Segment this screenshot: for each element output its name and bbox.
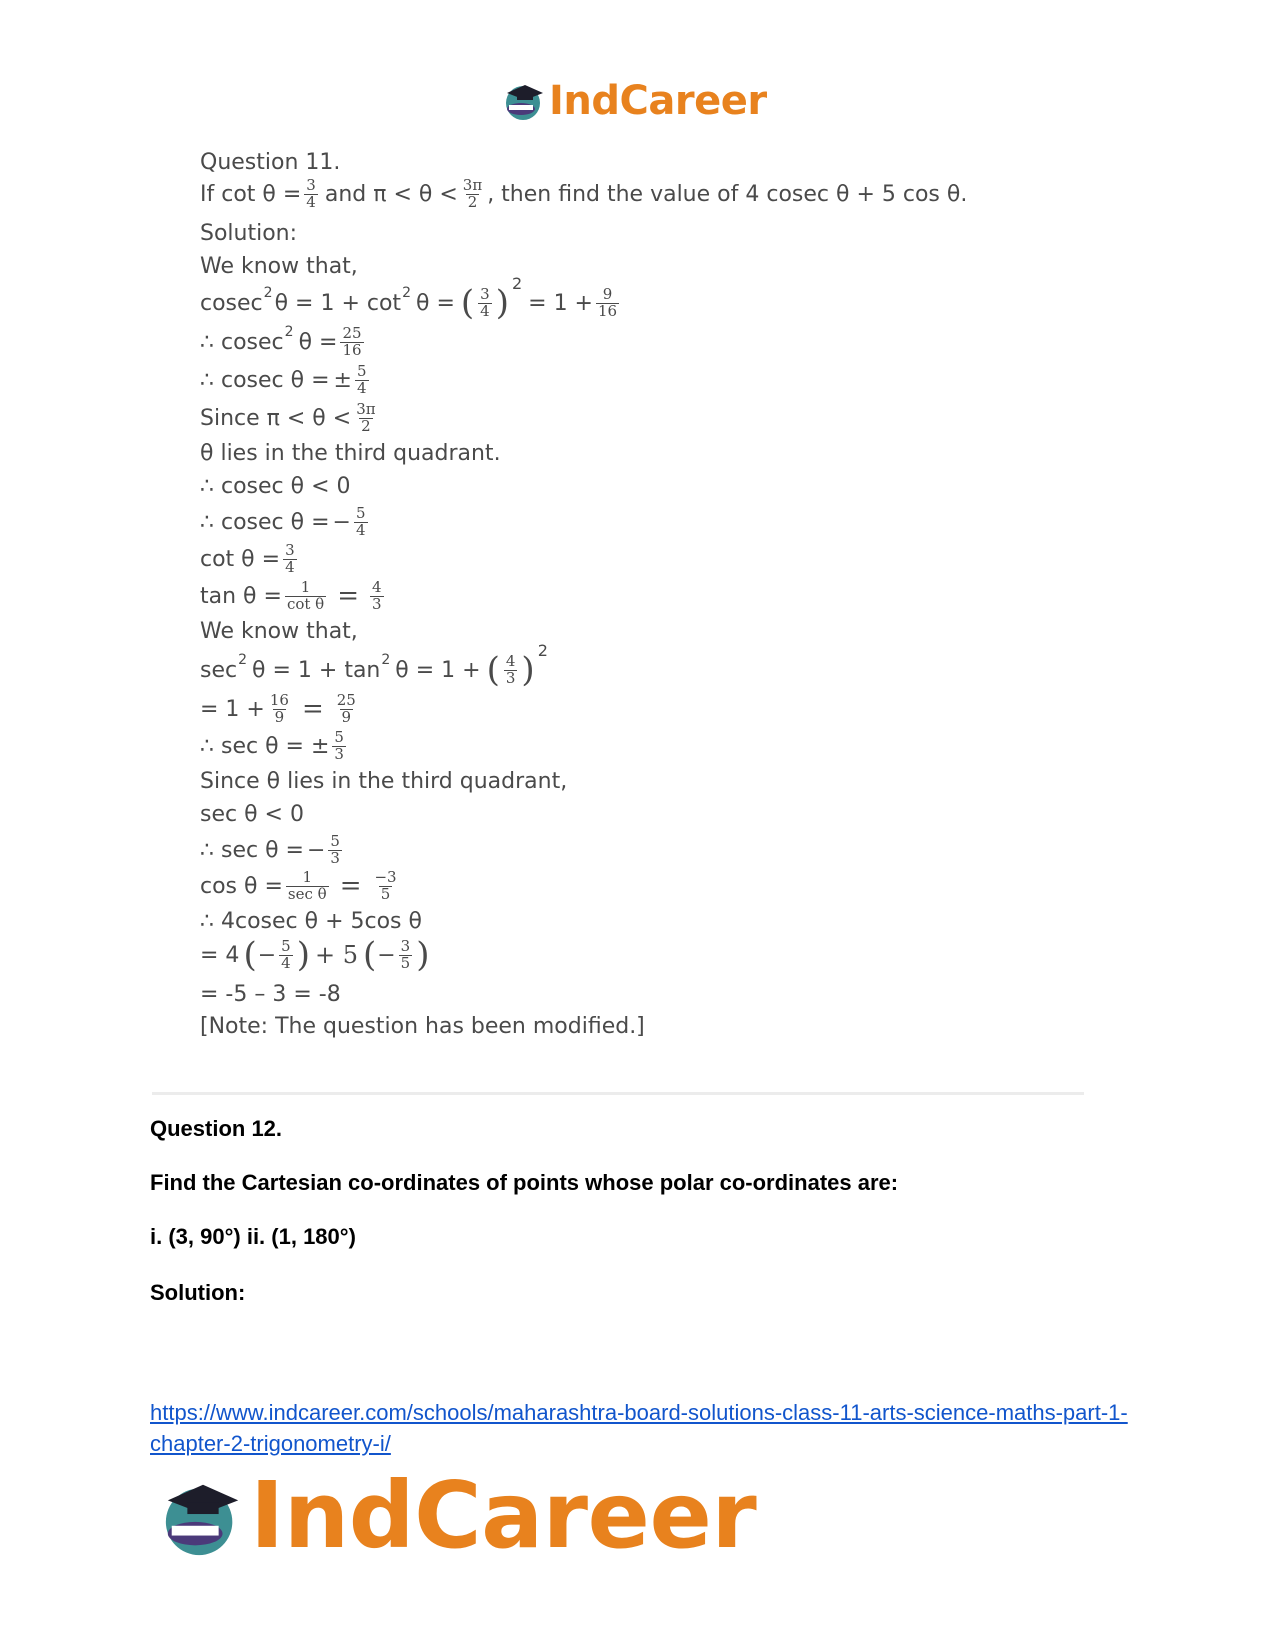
graduation-cap-book-globe-icon [160, 1474, 246, 1558]
brand-logo-top [503, 78, 767, 124]
q11-title: Question 11. [200, 150, 341, 175]
q11-step-8: cot θ = $\frac{3}{4}$ [200, 541, 295, 576]
q11-step-7: ∴ cosec θ = − $\frac{5}{4}$ [200, 504, 366, 539]
q11-step-6: ∴ cosec θ < 0 [200, 474, 351, 499]
q11-we-know-2: We know that, [200, 619, 358, 644]
q11-step-13: Since θ lies in the third quadrant, [200, 769, 568, 794]
q11-step-12: ∴ sec θ = ± $\frac{5}{3}$ [200, 728, 344, 763]
graduation-cap-book-globe-icon [503, 81, 547, 121]
q11-solution-label: Solution: [200, 221, 298, 246]
q11-step-10: sec 2 θ = 1 + tan 2 θ = 1 + ( $\frac{4}{3}$ ) 2 [200, 640, 548, 690]
q11-step-11: = 1 + $\frac{16}{9}$ = $\frac{25}{9}$ [200, 691, 356, 726]
q11-step-9: tan θ = $\frac{1}{\text{cot θ}}$ = $\frac{4}{3}$ [200, 578, 382, 613]
brand-wordmark-top: IndCareer [549, 78, 767, 124]
brand-wordmark-bottom: IndCareer [250, 1462, 757, 1569]
question-11-solution-block [152, 150, 1084, 1095]
q11-step-15: ∴ sec θ = − $\frac{5}{3}$ [200, 832, 340, 867]
q11-step-3: ∴ cosec θ = ± $\frac{5}{4}$ [200, 362, 367, 397]
brand-logo-bottom [160, 1462, 757, 1569]
q11-step-18: = 4 ( − $\frac{5}{4}$ ) + 5 ( − $\frac{3}{5}$ ) [200, 935, 430, 975]
q11-step-16: cos θ = $\frac{1}{\text{sec θ}}$ = $\frac{-3}{5}$ [200, 868, 397, 903]
q11-step-2: ∴ cosec 2 θ = $\frac{25}{16}$ [200, 324, 362, 359]
q11-note: [Note: The question has been modified.] [200, 1014, 645, 1039]
q11-step-5: θ lies in the third quadrant. [200, 441, 501, 466]
q12-question: Find the Cartesian co-ordinates of points whose polar co-ordinates are: [150, 1170, 899, 1195]
q11-step-14: sec θ < 0 [200, 802, 304, 827]
q11-we-know: We know that, [200, 254, 358, 279]
q11-step-19: = -5 – 3 = -8 [200, 982, 341, 1007]
q11-step-1: cosec 2 θ = 1 + cot 2 θ = ( $\frac{3}{4}$ ) 2 = 1 + $\frac{9}{16}$ [200, 273, 618, 323]
q12-solution-label: Solution: [150, 1280, 246, 1305]
q11-question: If cot θ = $\frac{3}{4}$ and π < θ < $\frac{3\pi}{2}$ , then find the value of 4 cosec θ + 5 cos θ. [200, 176, 968, 211]
q12-title: Question 12. [150, 1116, 283, 1141]
q11-step-4: Since π < θ < $\frac{3\pi}{2}$ [200, 400, 376, 435]
q11-step-17: ∴ 4cosec θ + 5cos θ [200, 909, 422, 934]
q12-parts: i. (3, 90°) ii. (1, 180°) [150, 1224, 356, 1249]
source-link[interactable]: https://www.indcareer.com/schools/maharashtra-board-solutions-class-11-arts-science-maths-part-1-chapter-2-trigonometry-i/ [150, 1400, 1128, 1456]
